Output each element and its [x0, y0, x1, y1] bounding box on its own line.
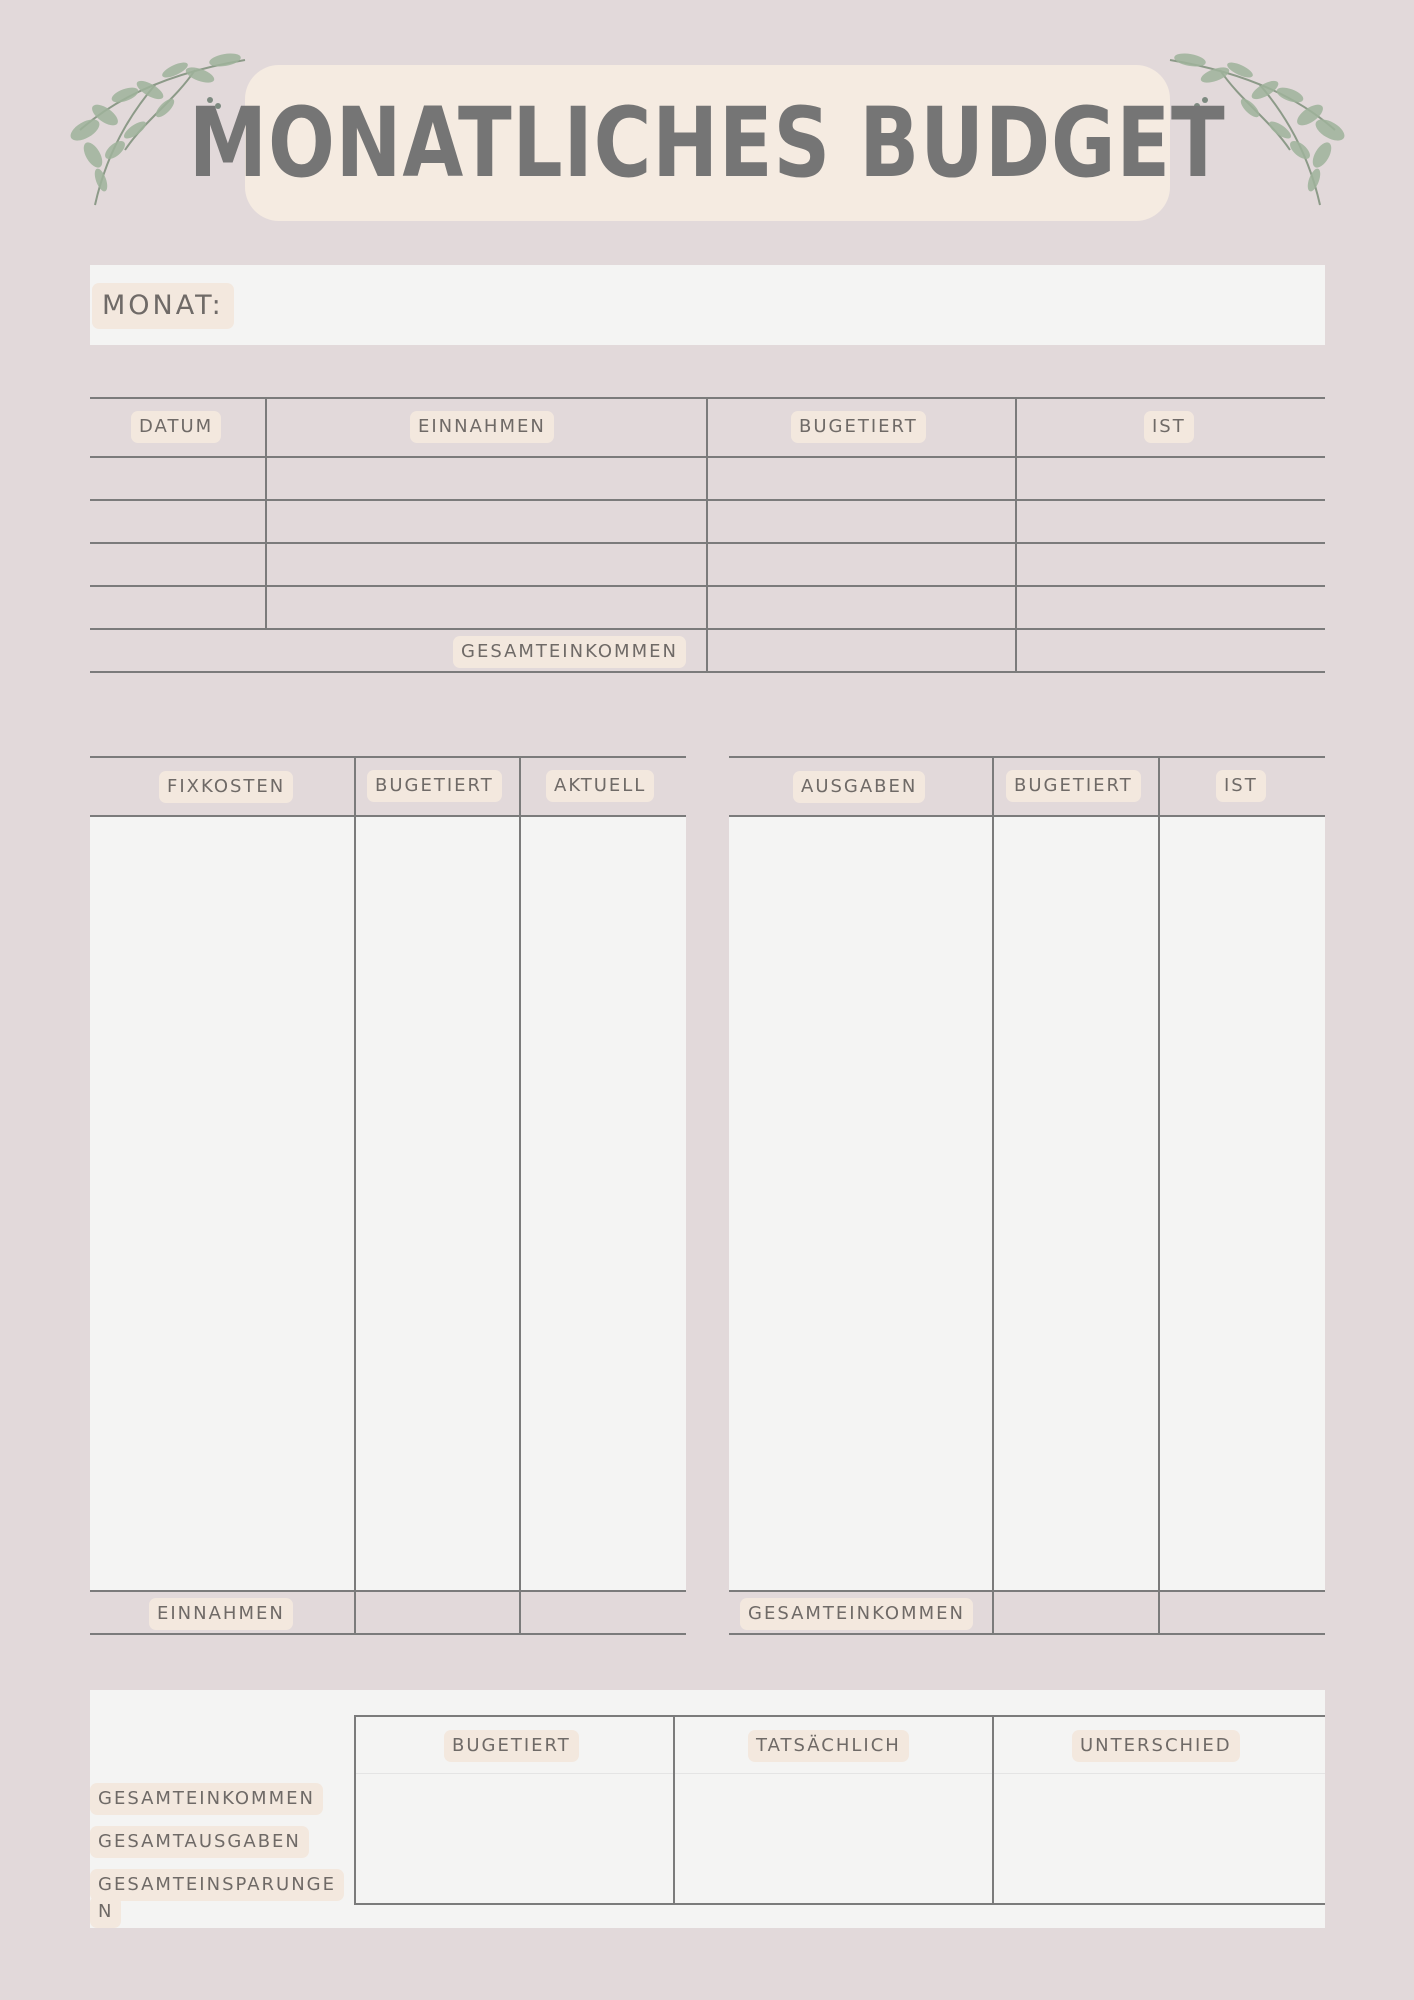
expenses-panel[interactable]	[729, 817, 1325, 1591]
table-rule	[354, 1773, 1325, 1774]
table-rule	[729, 1590, 1325, 1592]
table-divider	[1158, 756, 1160, 1635]
month-field[interactable]	[90, 265, 1325, 345]
income-source-cells[interactable]	[267, 458, 706, 628]
table-rule	[354, 1715, 1325, 1717]
income-date-cells[interactable]	[90, 458, 265, 628]
summary-actual-cells[interactable]	[675, 1775, 992, 1903]
header-bugetiert: BUGETIERT	[367, 770, 502, 802]
income-budgeted-cells[interactable]	[708, 458, 1015, 671]
income-total-label: GESAMTEINKOMMEN	[453, 636, 686, 668]
title-banner	[189, 65, 1226, 221]
month-label: MONAT:	[92, 283, 234, 329]
fixed-costs-total-label: EINNAHMEN	[149, 1598, 293, 1630]
summary-difference-cells[interactable]	[994, 1775, 1325, 1903]
table-divider	[992, 756, 994, 1635]
table-rule	[729, 1633, 1325, 1635]
table-divider	[354, 756, 356, 1635]
table-rule	[90, 1633, 686, 1635]
header-bugetiert: BUGETIERT	[444, 1730, 579, 1762]
header-fixkosten: FIXKOSTEN	[159, 771, 293, 803]
fixed-costs-panel[interactable]	[90, 817, 686, 1591]
summary-budgeted-cells[interactable]	[356, 1775, 673, 1903]
summary-row-total-savings: GESAMTEINSPARUNGE	[90, 1869, 344, 1901]
table-rule	[354, 1903, 1325, 1905]
header-datum: DATUM	[131, 411, 221, 443]
summary-row-total-expenses: GESAMTAUSGABEN	[90, 1826, 309, 1858]
header-ist: IST	[1216, 770, 1266, 802]
table-rule	[90, 1590, 686, 1592]
table-rule	[90, 815, 686, 817]
income-actual-cells[interactable]	[1017, 458, 1325, 671]
header-tatsaechlich: TATSÄCHLICH	[748, 1730, 909, 1762]
header-aktuell: AKTUELL	[546, 770, 654, 802]
header-unterschied: UNTERSCHIED	[1072, 1730, 1240, 1762]
expenses-total-label: GESAMTEINKOMMEN	[740, 1598, 973, 1630]
header-bugetiert: BUGETIERT	[1006, 770, 1141, 802]
summary-row-total-income: GESAMTEINKOMMEN	[90, 1783, 323, 1815]
summary-row-total-savings-wrap: N	[90, 1896, 121, 1928]
table-divider	[519, 756, 521, 1635]
header-bugetiert: BUGETIERT	[791, 411, 926, 443]
table-rule	[729, 815, 1325, 817]
header-ausgaben: AUSGABEN	[793, 771, 925, 803]
table-rule	[729, 756, 1325, 758]
header-ist: IST	[1144, 411, 1194, 443]
table-rule	[90, 756, 686, 758]
header-einnahmen: EINNAHMEN	[410, 411, 554, 443]
page-title: MONATLICHES BUDGET	[189, 87, 1226, 199]
